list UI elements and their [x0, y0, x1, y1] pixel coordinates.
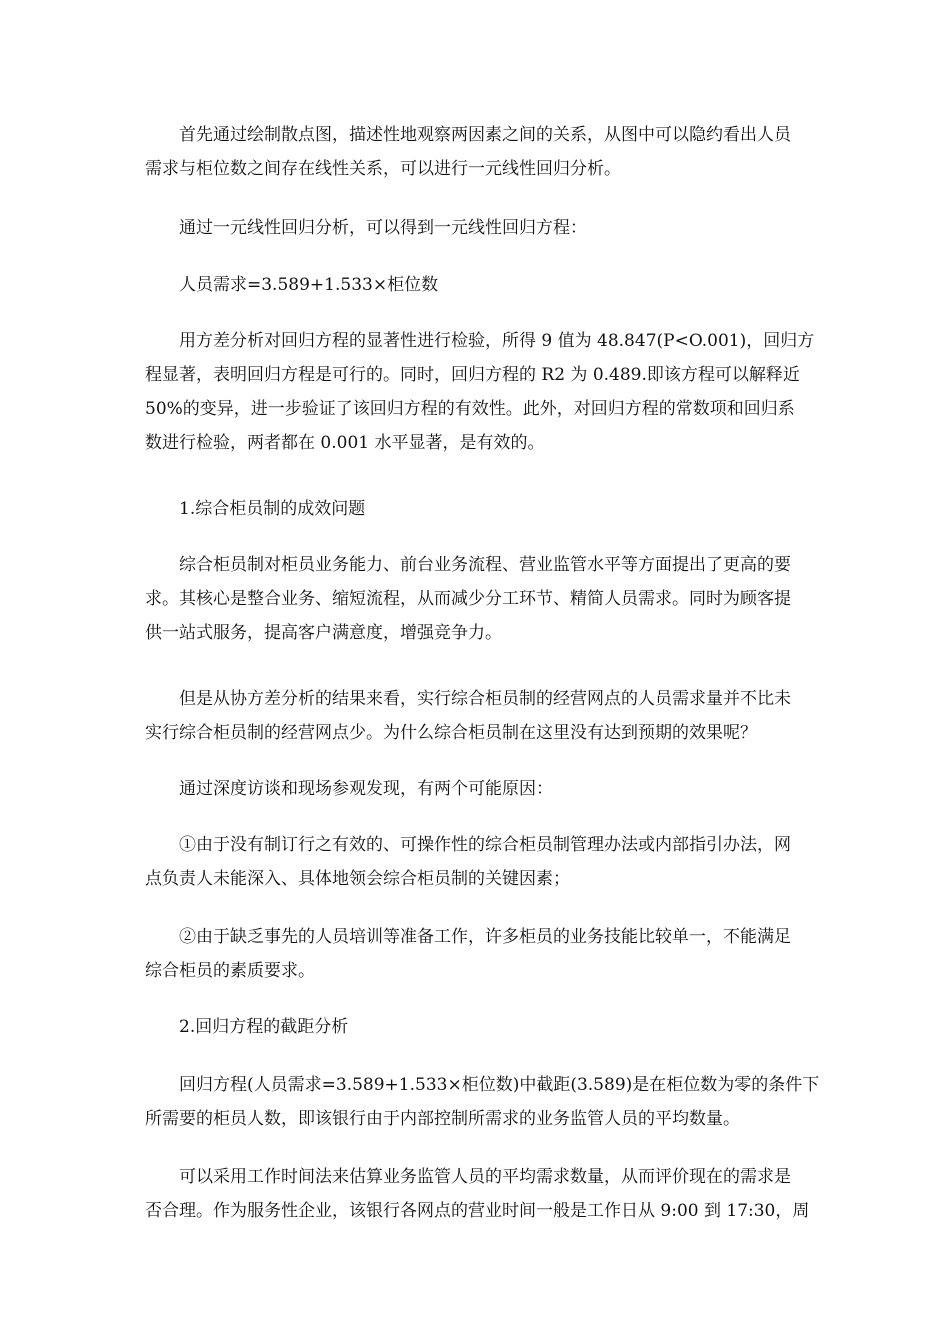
text-line: 求。其核心是整合业务、缩短流程，从而减少分工环节、精简人员需求。同时为顾客提 [145, 589, 791, 609]
paragraph-integrated-teller [145, 548, 811, 650]
paragraph-interview-findings [145, 772, 811, 806]
text-line: 但是从协方差分析的结果来看，实行综合柜员制的经营网点的人员需求量并不比未 [179, 689, 791, 709]
text-line: ①由于没有制订行之有效的、可操作性的综合柜员制管理办法或内部指引办法，网 [179, 835, 791, 855]
text-line: 点负责人未能深入、具体地领会综合柜员制的关键因素； [145, 869, 570, 889]
text-line: 人员需求=3.589+1.533×柜位数 [179, 275, 439, 295]
paragraph-significance-test [145, 324, 815, 460]
text-line: 用方差分析对回归方程的显著性进行检验，所得 9 值为 48.847(P<O.001)，回归方 [179, 331, 815, 351]
text-line: 2.回归方程的截距分析 [179, 1017, 349, 1037]
text-line: 综合柜员的素质要求。 [145, 961, 315, 981]
paragraph-reason-2 [145, 920, 811, 988]
text-line: 1.综合柜员制的成效问题 [179, 499, 366, 519]
text-line: 需求与柜位数之间存在线性关系，可以进行一元线性回归分析。 [145, 159, 621, 179]
text-line: 程显著，表明回归方程是可行的。同时，回归方程的 R2 为 0.489.即该方程可以解释近 [145, 365, 800, 385]
text-line: 实行综合柜员制的经营网点少。为什么综合柜员制在这里没有达到预期的效果呢？ [145, 723, 757, 743]
paragraph-regression-equation [145, 268, 811, 302]
paragraph-scatter-intro [145, 118, 811, 186]
paragraph-covariance-result [145, 682, 811, 750]
text-line: ②由于缺乏事先的人员培训等准备工作，许多柜员的业务技能比较单一，不能满足 [179, 927, 791, 947]
text-line: 通过一元线性回归分析，可以得到一元线性回归方程： [179, 218, 587, 238]
text-line: 所需要的柜员人数，即该银行由于内部控制所需求的业务监管人员的平均数量。 [145, 1109, 740, 1129]
section-heading-1 [145, 492, 811, 526]
text-line: 否合理。作为服务性企业，该银行各网点的营业时间一般是工作日从 9:00 到 17:30，周 [145, 1201, 810, 1221]
text-line: 综合柜员制对柜员业务能力、前台业务流程、营业监管水平等方面提出了更高的要 [179, 555, 791, 575]
text-line: 首先通过绘制散点图，描述性地观察两因素之间的关系，从图中可以隐约看出人员 [179, 125, 791, 145]
text-line: 通过深度访谈和现场参观发现，有两个可能原因： [179, 779, 553, 799]
paragraph-intercept-analysis [145, 1068, 820, 1136]
paragraph-reason-1 [145, 828, 811, 896]
text-line: 回归方程(人员需求=3.589+1.533×柜位数)中截距(3.589)是在柜位数为零的条件下 [179, 1075, 820, 1095]
text-line: 50%的变异，进一步验证了该回归方程的有效性。此外，对回归方程的常数项和回归系 [145, 399, 795, 419]
paragraph-regression-intro [145, 211, 811, 245]
section-heading-2 [145, 1010, 811, 1044]
paragraph-work-time-method [145, 1160, 811, 1228]
text-line: 供一站式服务，提高客户满意度，增强竞争力。 [145, 623, 502, 643]
text-line: 可以采用工作时间法来估算业务监管人员的平均需求数量，从而评价现在的需求是 [179, 1167, 791, 1187]
text-line: 数进行检验，两者都在 0.001 水平显著，是有效的。 [145, 433, 545, 453]
